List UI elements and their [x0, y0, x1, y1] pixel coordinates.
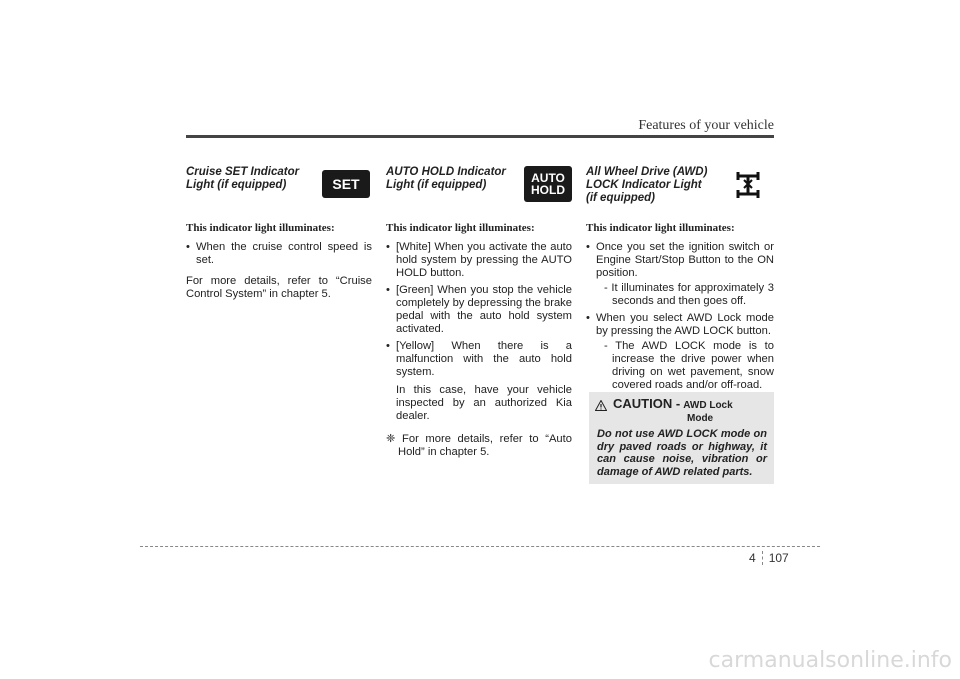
- awd-lock-sub-note: - The AWD LOCK mode is to increase the drive power when driving on wet pavement, snow covered roads and/or off-road.: [604, 340, 774, 391]
- cruise-set-heading: Cruise SET Indicator Light (if equipped): [186, 166, 300, 191]
- page-number-value: 107: [768, 551, 789, 565]
- auto-hold-list: [386, 241, 572, 423]
- list-item: • Once you set the ignition switch or Engine Start/Stop Button to the ON position. - It illuminates for approximately 3 seconds and then goes off.: [586, 241, 774, 307]
- list-item: • [Green] When you stop the vehicle completely by depressing the brake pedal with the auto hold system activated.: [386, 284, 572, 335]
- auto-hold-heading: AUTO HOLD Indicator Light (if equipped): [386, 166, 506, 191]
- awd-lock-icon: [724, 166, 772, 202]
- footer-rule: [140, 546, 820, 547]
- warning-triangle-icon: [595, 400, 607, 411]
- auto-hold-indicator-icon: AUTO HOLD: [524, 166, 572, 202]
- cruise-set-list: [186, 241, 372, 267]
- list-item: • [White] When you activate the auto hold system by pressing the AUTO HOLD button.: [386, 241, 572, 279]
- cruise-set-reference: For more details, refer to “Cruise Control System” in chapter 5.: [186, 275, 372, 300]
- awd-lock-subhead: This indicator light illuminates:: [586, 222, 735, 234]
- header-rule: [186, 135, 774, 138]
- caution-box: [589, 392, 774, 484]
- chapter-number: 4: [749, 551, 763, 565]
- list-item: • When you select AWD Lock mode by pressing the AWD LOCK button. - The AWD LOCK mode is to increase the drive power when driving on wet pavement, snow covered roads and/or off-road.: [586, 312, 774, 391]
- list-item: • [Yellow] When there is a malfunction with the auto hold system. In this case, have your vehicle inspected by an authorized Kia dealer.: [386, 340, 572, 422]
- page-number: [749, 551, 789, 565]
- auto-hold-reference: ❈ For more details, refer to “Auto Hold” in chapter 5.: [386, 433, 572, 458]
- auto-hold-section: [386, 166, 572, 459]
- cruise-set-subhead: This indicator light illuminates:: [186, 222, 335, 234]
- caution-body: Do not use AWD LOCK mode on dry paved roads or highway, it can cause noise, vibration or damage of AWD related parts.: [597, 428, 767, 478]
- auto-hold-subhead: This indicator light illuminates:: [386, 222, 535, 234]
- caution-title: CAUTION - AWD Lock Mode: [613, 396, 733, 424]
- awd-lock-section: [586, 166, 774, 396]
- awd-lock-heading: All Wheel Drive (AWD) LOCK Indicator Light (if equipped): [586, 166, 708, 204]
- cruise-set-section: [186, 166, 372, 301]
- list-item: • When the cruise control speed is set.: [186, 241, 372, 266]
- set-indicator-icon: SET: [322, 170, 370, 198]
- auto-hold-dealer-note: In this case, have your vehicle inspected by an authorized Kia dealer.: [396, 384, 572, 422]
- watermark: carmanualsonline.info: [708, 648, 952, 673]
- section-title: Features of your vehicle: [638, 118, 774, 133]
- awd-lock-list: [586, 241, 774, 392]
- awd-lock-sub-note: - It illuminates for approximately 3 seconds and then goes off.: [604, 282, 774, 307]
